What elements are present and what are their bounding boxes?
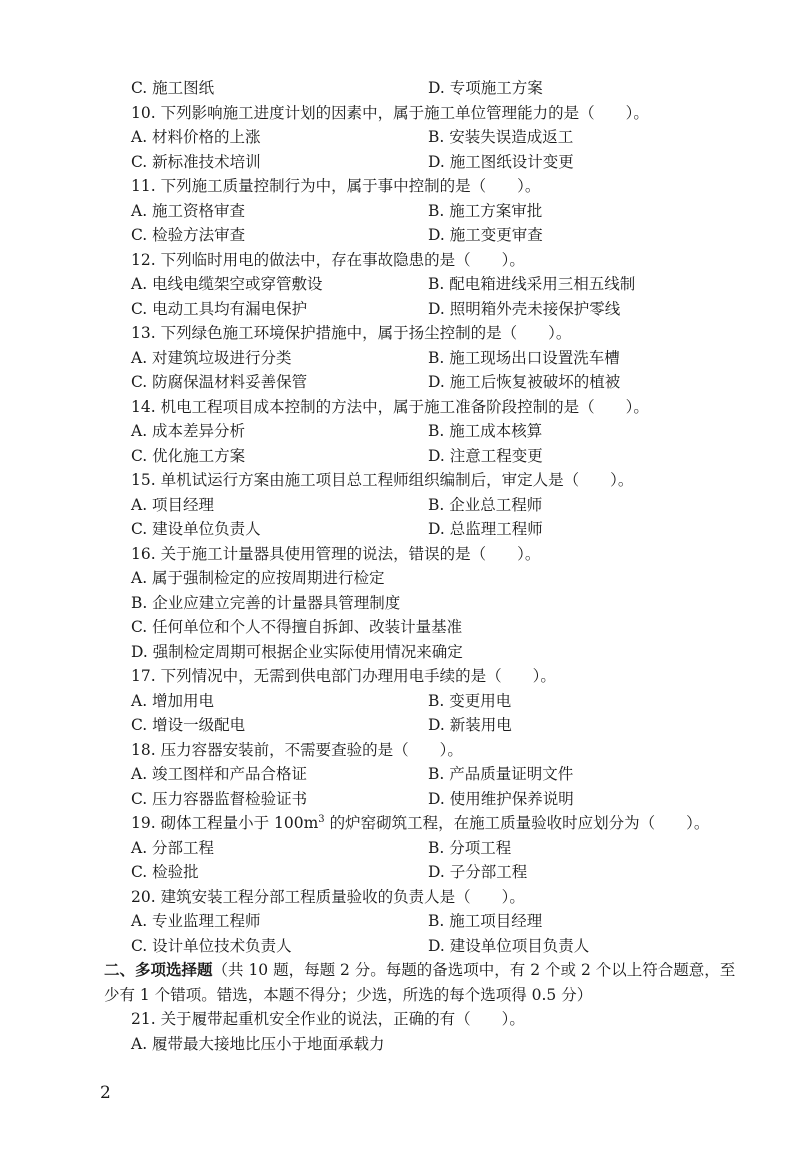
question-text: 18. 压力容器安装前，不需要查验的是（ ）。: [131, 740, 463, 759]
option-left: C. 防腐保温材料妥善保管: [131, 373, 308, 391]
section-heading: [0, 958, 800, 983]
option-left: A. 电线电缆架空或穿管敷设: [131, 275, 323, 293]
option-text: B. 企业应建立完善的计量器具管理制度: [131, 593, 401, 612]
option-right: B. 配电箱进线采用三相五线制: [428, 275, 636, 293]
option-left: C. 优化施工方案: [131, 446, 246, 465]
question-text: 12. 下列临时用电的做法中，存在事故隐患的是（ ）。: [131, 250, 525, 269]
option-row: [0, 934, 800, 959]
question-text: 的炉窑砌筑工程，在施工质量验收时应划分为（ ）。: [324, 814, 710, 832]
option-left: C. 施工图纸: [131, 79, 215, 97]
question-text: 16. 关于施工计量器具使用管理的说法，错误的是（ ）。: [131, 544, 541, 563]
superscript: 3: [318, 813, 325, 825]
option-right: B. 变更用电: [428, 691, 512, 710]
option-row: [0, 713, 800, 738]
option-right: B. 企业总工程师: [428, 495, 543, 514]
question-text: 14. 机电工程项目成本控制的方法中，属于施工准备阶段控制的是（ ）。: [131, 397, 649, 416]
option-row: [0, 860, 800, 885]
option-row: [0, 125, 800, 150]
option-right: D. 专项施工方案: [428, 79, 543, 97]
section-instructions: 少有 1 个错项。错选，本题不得分；少选，所选的每个选项得 0.5 分）: [104, 985, 593, 1004]
option-row: [0, 591, 800, 616]
question-stem: [0, 174, 800, 199]
option-row: [0, 615, 800, 640]
question-stem: [0, 885, 800, 910]
option-row: [0, 150, 800, 175]
option-left: C. 设计单位技术负责人: [131, 936, 292, 955]
option-left: A. 竣工图样和产品合格证: [131, 765, 308, 783]
option-right: D. 使用维护保养说明: [428, 789, 574, 808]
question-text: 21. 关于履带起重机安全作业的说法，正确的有（ ）。: [131, 1010, 525, 1028]
option-right: D. 子分部工程: [428, 863, 528, 881]
option-row: [0, 272, 800, 297]
option-left: C. 电动工具均有漏电保护: [131, 299, 308, 318]
option-left: C. 检验批: [131, 863, 199, 881]
section-instructions-continued: [0, 983, 800, 1008]
option-row: [0, 444, 800, 469]
option-right: D. 施工变更审查: [428, 226, 543, 244]
option-left: C. 建设单位负责人: [131, 520, 261, 538]
question-stem: [0, 542, 800, 567]
question-text: 13. 下列绿色施工环境保护措施中，属于扬尘控制的是（ ）。: [131, 324, 572, 342]
option-left: A. 项目经理: [131, 495, 215, 514]
question-stem: [0, 811, 800, 836]
question-text: 10. 下列影响施工进度计划的因素中，属于施工单位管理能力的是（ ）。: [131, 103, 649, 122]
question-text: 11. 下列施工质量控制行为中，属于事中控制的是（ ）。: [131, 177, 541, 195]
option-row: [0, 370, 800, 395]
question-stem: [0, 664, 800, 689]
option-right: B. 分项工程: [428, 838, 512, 857]
option-left: A. 材料价格的上涨: [131, 128, 261, 146]
option-row: [0, 762, 800, 787]
section-title: 二、多项选择题: [104, 960, 213, 979]
question-text: 19. 砌体工程量小于 100m: [131, 814, 319, 832]
option-right: D. 施工后恢复被破坏的植被: [428, 373, 621, 391]
question-text: 15. 单机试运行方案由施工项目总工程师组织编制后，审定人是（ ）。: [131, 471, 634, 489]
option-row: [0, 566, 800, 591]
option-row: [0, 76, 800, 101]
option-row: [0, 787, 800, 812]
option-left: C. 检验方法审查: [131, 226, 246, 244]
option-right: D. 照明箱外壳未接保护零线: [428, 299, 621, 318]
option-right: B. 施工方案审批: [428, 201, 543, 220]
option-row: [0, 419, 800, 444]
option-right: B. 施工现场出口设置洗车槽: [428, 348, 620, 367]
question-stem: [0, 321, 800, 346]
option-right: B. 施工成本核算: [428, 422, 543, 440]
option-row: [0, 909, 800, 934]
option-row: [0, 689, 800, 714]
question-stem: [0, 248, 800, 273]
page-number: 2: [100, 1083, 111, 1103]
option-left: A. 增加用电: [131, 691, 215, 710]
question-stem: [0, 1007, 800, 1032]
option-right: D. 施工图纸设计变更: [428, 152, 574, 171]
option-left: A. 成本差异分析: [131, 422, 246, 440]
option-left: C. 新标准技术培训: [131, 152, 261, 171]
option-row: [0, 836, 800, 861]
option-right: B. 施工项目经理: [428, 912, 543, 930]
option-text: D. 强制检定周期可根据企业实际使用情况来确定: [131, 642, 463, 661]
option-left: A. 专业监理工程师: [131, 912, 261, 930]
option-left: A. 对建筑垃圾进行分类: [131, 348, 292, 367]
option-right: D. 新装用电: [428, 716, 512, 734]
option-row: [0, 640, 800, 665]
option-text: A. 属于强制检定的应按周期进行检定: [131, 569, 385, 587]
question-list: [0, 76, 800, 1056]
question-stem: [0, 101, 800, 126]
option-text: A. 履带最大接地比压小于地面承载力: [131, 1034, 385, 1053]
option-right: B. 安装失误造成返工: [428, 128, 574, 146]
option-row: [0, 223, 800, 248]
option-right: D. 建设单位项目负责人: [428, 936, 590, 955]
option-left: A. 施工资格审查: [131, 201, 246, 220]
option-right: D. 总监理工程师: [428, 520, 543, 538]
option-row: [0, 1032, 800, 1057]
option-left: A. 分部工程: [131, 838, 215, 857]
option-row: [0, 199, 800, 224]
question-stem: [0, 738, 800, 763]
option-row: [0, 493, 800, 518]
question-text: 20. 建筑安装工程分部工程质量验收的负责人是（ ）。: [131, 887, 525, 906]
option-row: [0, 346, 800, 371]
section-instructions: （共 10 题，每题 2 分。每题的备选项中，有 2 个或 2 个以上符合题意，至: [212, 961, 736, 979]
option-row: [0, 517, 800, 542]
option-row: [0, 297, 800, 322]
option-left: C. 增设一级配电: [131, 716, 246, 734]
option-left: C. 压力容器监督检验证书: [131, 789, 308, 808]
option-text: C. 任何单位和个人不得擅自拆卸、改装计量基准: [131, 618, 463, 636]
question-text: 17. 下列情况中，无需到供电部门办理用电手续的是（ ）。: [131, 667, 556, 685]
option-right: D. 注意工程变更: [428, 446, 543, 465]
question-stem: [0, 395, 800, 420]
option-right: B. 产品质量证明文件: [428, 765, 574, 783]
question-stem: [0, 468, 800, 493]
